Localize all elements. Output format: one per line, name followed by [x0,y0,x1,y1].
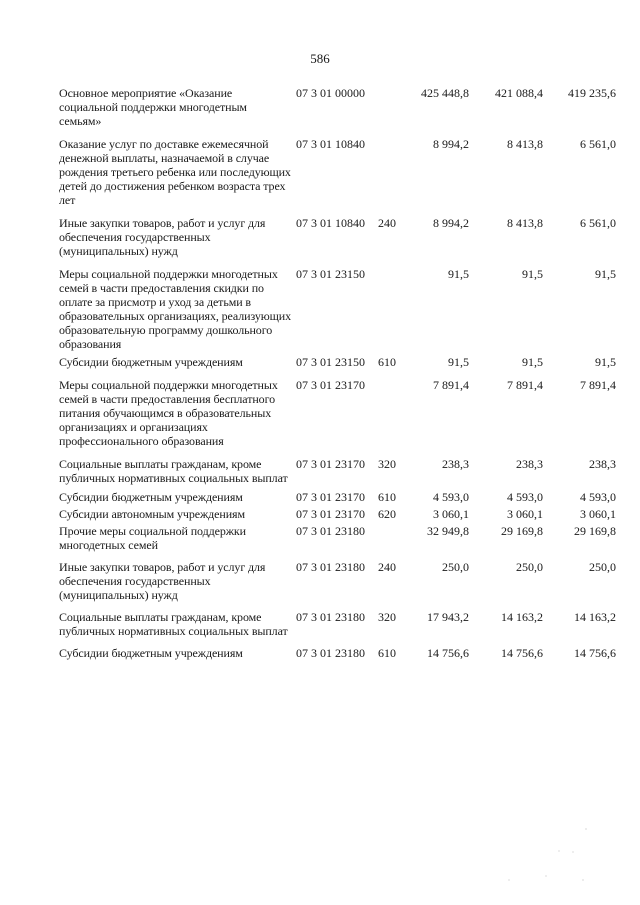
row-amount-2: 14 756,6 [501,646,543,660]
row-code: 07 3 01 23180 [296,610,365,624]
row-amount-1: 32 949,8 [427,524,469,538]
row-expense-type: 620 [378,507,396,521]
row-name: Субсидии автономным учреждениям [59,507,245,521]
row-name: Меры социальной поддержки многодетных семей в части предоставления бесплатного питания обучающимся в образовательных организациях и организациях профессионального образования [59,378,278,448]
row-amount-3: 14 163,2 [574,610,616,624]
row-amount-2: 421 088,4 [495,86,543,100]
row-code: 07 3 01 10840 [296,137,365,151]
scan-speck [582,879,583,880]
row-amount-3: 29 169,8 [574,524,616,538]
row-name: Социальные выплаты гражданам, кроме публичных нормативных социальных выплат [59,610,288,638]
row-amount-1: 238,3 [442,457,469,471]
row-amount-1: 7 891,4 [433,378,469,392]
row-code: 07 3 01 23180 [296,560,365,574]
row-code: 07 3 01 23170 [296,457,365,471]
row-amount-2: 238,3 [516,457,543,471]
scan-speck [572,851,573,852]
row-name: Субсидии бюджетным учреждениям [59,490,243,504]
row-amount-3: 4 593,0 [580,490,616,504]
row-code: 07 3 01 23150 [296,355,365,369]
row-code: 07 3 01 00000 [296,86,365,100]
row-amount-2: 29 169,8 [501,524,543,538]
row-amount-1: 14 756,6 [427,646,469,660]
row-name: Основное мероприятие «Оказание социальной поддержки многодетным семьям» [59,86,247,128]
row-code: 07 3 01 23170 [296,490,365,504]
row-name: Меры социальной поддержки многодетных семей в части предоставления скидки по оплате за присмотр и уход за детьми в образовательных организациях, реализующих образовательную программу дошкольного образования [59,267,291,351]
row-code: 07 3 01 23170 [296,378,365,392]
row-amount-2: 8 413,8 [507,137,543,151]
scan-speck [508,879,509,880]
scan-speck [545,875,546,876]
row-amount-2: 91,5 [522,267,543,281]
page-number: 586 [310,51,330,66]
row-amount-3: 91,5 [595,267,616,281]
row-expense-type: 610 [378,355,396,369]
row-name: Иные закупки товаров, работ и услуг для обеспечения государственных (муниципальных) нужд [59,216,266,258]
row-amount-3: 6 561,0 [580,137,616,151]
row-code: 07 3 01 23170 [296,507,365,521]
row-name: Прочие меры социальной поддержки многодетных семей [59,524,246,552]
row-name: Субсидии бюджетным учреждениям [59,646,243,660]
row-amount-1: 425 448,8 [421,86,469,100]
row-name: Оказание услуг по доставке ежемесячной денежной выплаты, назначаемой в случае рождения третьего ребенка или последующих детей до достижения ребенком возраста трех лет [59,137,291,207]
row-amount-2: 3 060,1 [507,507,543,521]
row-amount-1: 8 994,2 [433,137,469,151]
row-amount-3: 238,3 [589,457,616,471]
row-amount-1: 4 593,0 [433,490,469,504]
row-amount-1: 8 994,2 [433,216,469,230]
row-name: Субсидии бюджетным учреждениям [59,355,243,369]
row-expense-type: 610 [378,646,396,660]
row-amount-3: 419 235,6 [568,86,616,100]
row-amount-1: 250,0 [442,560,469,574]
row-amount-3: 7 891,4 [580,378,616,392]
row-amount-1: 3 060,1 [433,507,469,521]
row-name: Социальные выплаты гражданам, кроме публичных нормативных социальных выплат [59,457,288,485]
row-code: 07 3 01 23180 [296,646,365,660]
row-amount-2: 250,0 [516,560,543,574]
row-amount-2: 4 593,0 [507,490,543,504]
row-amount-1: 91,5 [448,267,469,281]
row-amount-2: 8 413,8 [507,216,543,230]
scan-speck [558,850,559,851]
row-amount-1: 91,5 [448,355,469,369]
row-amount-2: 7 891,4 [507,378,543,392]
row-amount-2: 91,5 [522,355,543,369]
row-expense-type: 610 [378,490,396,504]
row-amount-2: 14 163,2 [501,610,543,624]
row-code: 07 3 01 23180 [296,524,365,538]
row-amount-3: 250,0 [589,560,616,574]
row-code: 07 3 01 23150 [296,267,365,281]
row-amount-3: 6 561,0 [580,216,616,230]
scan-speck [585,828,586,829]
row-code: 07 3 01 10840 [296,216,365,230]
row-expense-type: 240 [378,216,396,230]
row-expense-type: 240 [378,560,396,574]
row-amount-1: 17 943,2 [427,610,469,624]
row-amount-3: 14 756,6 [574,646,616,660]
row-amount-3: 91,5 [595,355,616,369]
row-expense-type: 320 [378,610,396,624]
row-expense-type: 320 [378,457,396,471]
row-name: Иные закупки товаров, работ и услуг для обеспечения государственных (муниципальных) нужд [59,560,266,602]
row-amount-3: 3 060,1 [580,507,616,521]
